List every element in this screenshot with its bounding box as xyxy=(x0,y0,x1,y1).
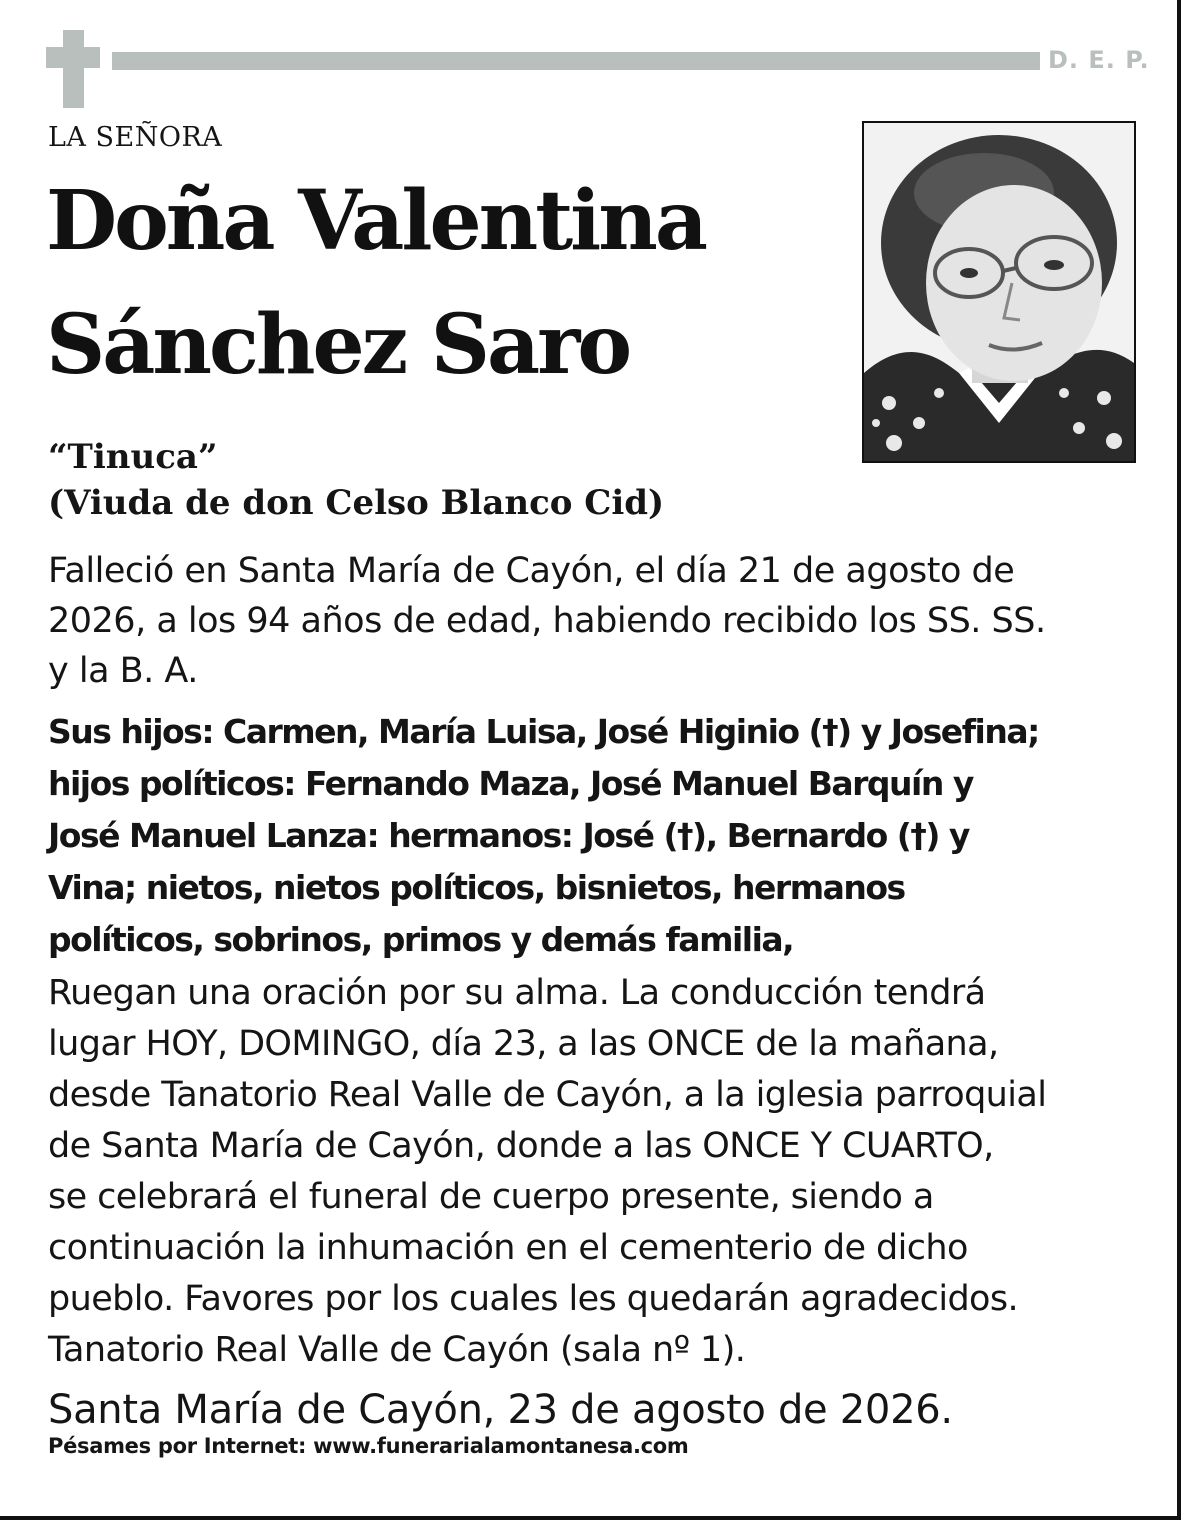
text-line: Sus hijos: Carmen, María Luisa, José Higinio (†) y Josefina; xyxy=(48,712,1039,751)
text-line: continuación la inhumación en el cementerio de dicho xyxy=(48,1228,968,1268)
alias: “Tinuca” xyxy=(48,437,218,477)
text-line: políticos, sobrinos, primos y demás familia, xyxy=(48,920,794,959)
text-line: hijos políticos: Fernando Maza, José Manuel Barquín y xyxy=(48,764,973,803)
deceased-name-line-2: Sánchez Saro xyxy=(46,297,630,393)
condolences-web-link[interactable]: Pésames por Internet: www.funerarialamontanesa.com xyxy=(48,1434,689,1458)
family-list xyxy=(48,706,1148,966)
death-notice xyxy=(48,546,1148,696)
widow-of: (Viuda de don Celso Blanco Cid) xyxy=(48,483,665,523)
dep-label: D. E. P. xyxy=(1048,46,1150,74)
deceased-portrait xyxy=(862,121,1136,463)
text-line: 2026, a los 94 años de edad, habiendo recibido los SS. SS. xyxy=(48,601,1046,641)
text-line: José Manuel Lanza: hermanos: José (†), Bernardo (†) y xyxy=(48,816,969,855)
funeral-details xyxy=(48,968,1148,1376)
text-line: de Santa María de Cayón, donde a las ONCE Y CUARTO, xyxy=(48,1126,994,1166)
title-prefix: LA SEÑORA xyxy=(48,122,223,153)
text-line: y la B. A. xyxy=(48,651,198,691)
header-rule xyxy=(112,52,1040,70)
text-line: pueblo. Favores por los cuales les quedarán agradecidos. xyxy=(48,1279,1019,1319)
text-line: desde Tanatorio Real Valle de Cayón, a la iglesia parroquial xyxy=(48,1075,1047,1115)
text-line: Vina; nietos, nietos políticos, bisnietos, hermanos xyxy=(48,868,905,907)
dateline: Santa María de Cayón, 23 de agosto de 2026. xyxy=(48,1387,953,1433)
text-line: Tanatorio Real Valle de Cayón (sala nº 1). xyxy=(48,1330,746,1370)
text-line: se celebrará el funeral de cuerpo presente, siendo a xyxy=(48,1177,934,1217)
text-line: Falleció en Santa María de Cayón, el día 21 de agosto de xyxy=(48,551,1015,591)
text-line: lugar HOY, DOMINGO, día 23, a las ONCE de la mañana, xyxy=(48,1024,999,1064)
deceased-name-line-1: Doña Valentina xyxy=(46,173,706,269)
text-line: Ruegan una oración por su alma. La conducción tendrá xyxy=(48,973,986,1013)
